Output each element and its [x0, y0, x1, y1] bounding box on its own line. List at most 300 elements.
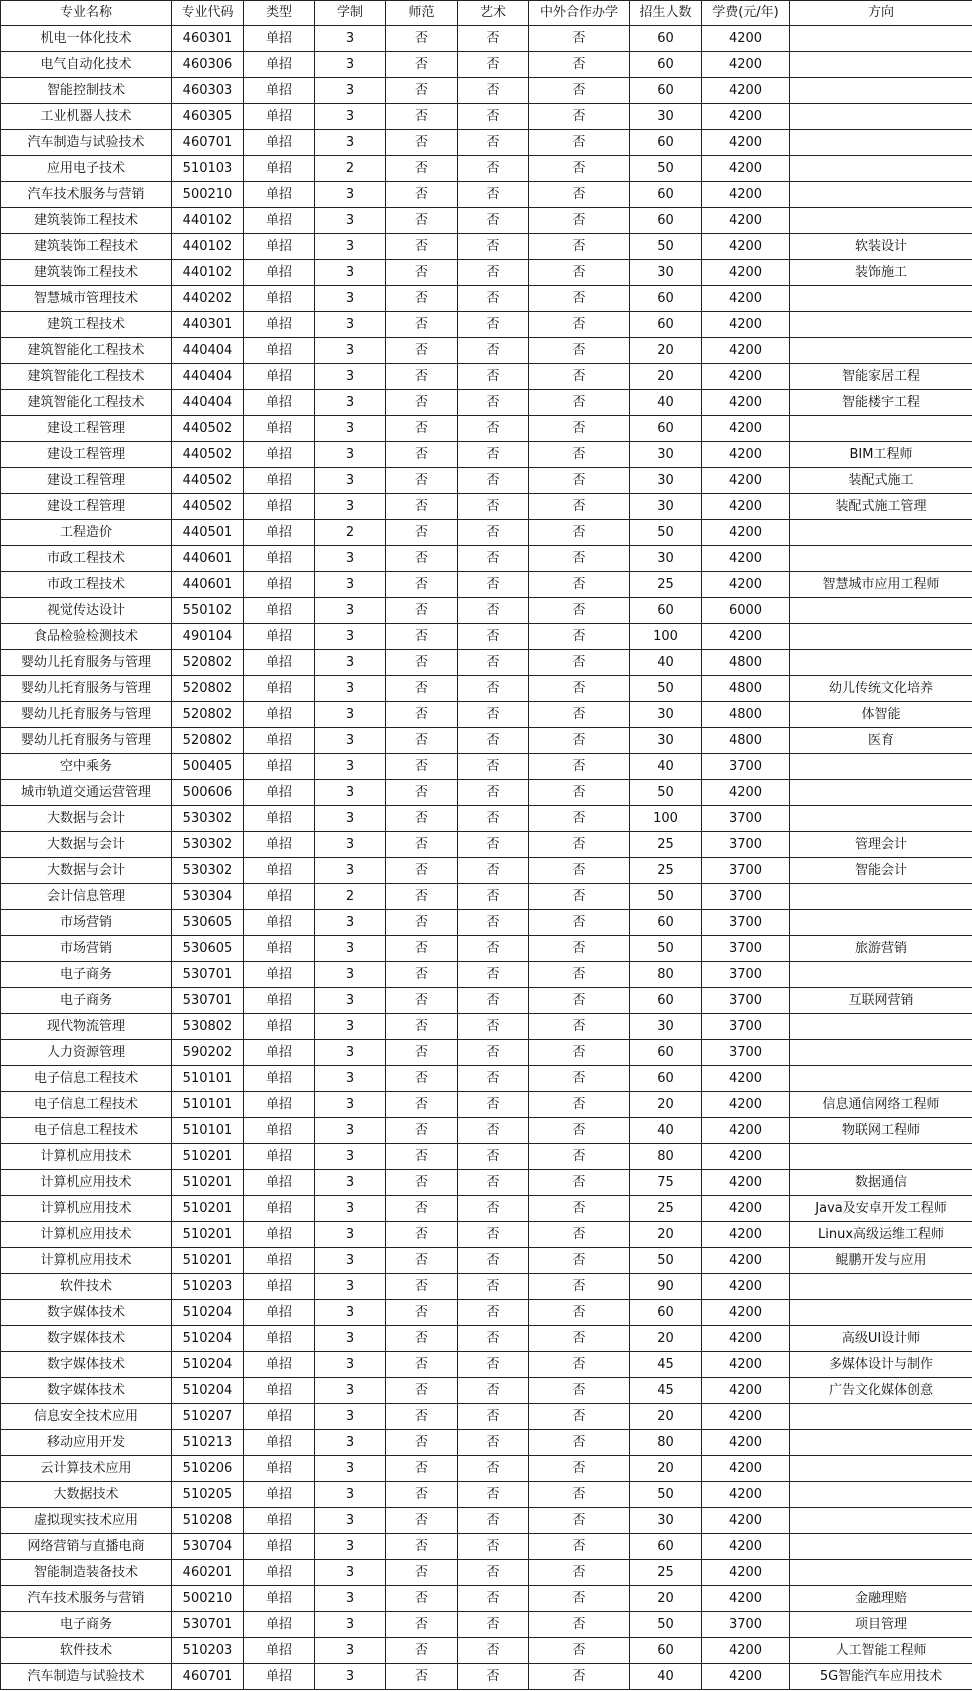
cell-duration: 3 — [315, 910, 386, 936]
cell-normal-school: 否 — [386, 754, 458, 780]
cell-enrollment: 50 — [630, 1482, 702, 1508]
header-duration: 学制 — [315, 1, 386, 26]
table-row — [1, 832, 972, 858]
cell-major-code: 510204 — [172, 1352, 244, 1378]
cell-duration: 3 — [315, 182, 386, 208]
cell-tuition: 4200 — [702, 1456, 790, 1482]
cell-normal-school: 否 — [386, 156, 458, 182]
cell-art: 否 — [458, 52, 529, 78]
cell-normal-school: 否 — [386, 1456, 458, 1482]
cell-duration: 3 — [315, 1664, 386, 1690]
table-row — [1, 676, 972, 702]
cell-enrollment: 60 — [630, 208, 702, 234]
cell-tuition: 4200 — [702, 260, 790, 286]
cell-major-name: 电子商务 — [1, 1612, 172, 1638]
cell-major-name: 智能控制技术 — [1, 78, 172, 104]
cell-normal-school: 否 — [386, 286, 458, 312]
table-row — [1, 780, 972, 806]
cell-enrollment: 25 — [630, 572, 702, 598]
cell-normal-school: 否 — [386, 416, 458, 442]
table-row — [1, 1430, 972, 1456]
cell-direction — [790, 104, 972, 130]
cell-type: 单招 — [244, 130, 315, 156]
cell-sino-foreign: 否 — [529, 442, 630, 468]
cell-art: 否 — [458, 286, 529, 312]
table-row — [1, 1352, 972, 1378]
cell-direction: Java及安卓开发工程师 — [790, 1196, 972, 1222]
cell-normal-school: 否 — [386, 1482, 458, 1508]
cell-direction — [790, 156, 972, 182]
cell-art: 否 — [458, 858, 529, 884]
cell-sino-foreign: 否 — [529, 26, 630, 52]
cell-enrollment: 30 — [630, 494, 702, 520]
table-row — [1, 728, 972, 754]
cell-sino-foreign: 否 — [529, 1170, 630, 1196]
cell-sino-foreign: 否 — [529, 962, 630, 988]
cell-major-name: 建设工程管理 — [1, 442, 172, 468]
cell-duration: 3 — [315, 832, 386, 858]
cell-type: 单招 — [244, 702, 315, 728]
cell-tuition: 3700 — [702, 910, 790, 936]
cell-type: 单招 — [244, 780, 315, 806]
cell-major-name: 数字媒体技术 — [1, 1378, 172, 1404]
cell-tuition: 4200 — [702, 338, 790, 364]
cell-sino-foreign: 否 — [529, 1378, 630, 1404]
cell-normal-school: 否 — [386, 1170, 458, 1196]
cell-tuition: 4200 — [702, 1144, 790, 1170]
cell-type: 单招 — [244, 1638, 315, 1664]
cell-direction — [790, 1066, 972, 1092]
cell-enrollment: 50 — [630, 1612, 702, 1638]
cell-type: 单招 — [244, 520, 315, 546]
cell-direction: 装饰施工 — [790, 260, 972, 286]
cell-major-code: 530704 — [172, 1534, 244, 1560]
cell-duration: 3 — [315, 234, 386, 260]
cell-duration: 3 — [315, 1612, 386, 1638]
cell-major-code: 440502 — [172, 468, 244, 494]
cell-duration: 2 — [315, 884, 386, 910]
cell-art: 否 — [458, 364, 529, 390]
table-row — [1, 1222, 972, 1248]
cell-normal-school: 否 — [386, 832, 458, 858]
cell-type: 单招 — [244, 546, 315, 572]
cell-major-name: 市政工程技术 — [1, 572, 172, 598]
cell-sino-foreign: 否 — [529, 910, 630, 936]
cell-duration: 3 — [315, 858, 386, 884]
cell-tuition: 4800 — [702, 650, 790, 676]
cell-normal-school: 否 — [386, 650, 458, 676]
cell-direction: 软装设计 — [790, 234, 972, 260]
cell-normal-school: 否 — [386, 1118, 458, 1144]
cell-normal-school: 否 — [386, 1326, 458, 1352]
cell-normal-school: 否 — [386, 1040, 458, 1066]
cell-normal-school: 否 — [386, 442, 458, 468]
cell-major-name: 现代物流管理 — [1, 1014, 172, 1040]
cell-duration: 3 — [315, 416, 386, 442]
cell-normal-school: 否 — [386, 208, 458, 234]
cell-duration: 3 — [315, 1508, 386, 1534]
cell-major-name: 汽车制造与试验技术 — [1, 130, 172, 156]
cell-major-code: 460303 — [172, 78, 244, 104]
cell-normal-school: 否 — [386, 468, 458, 494]
cell-tuition: 6000 — [702, 598, 790, 624]
cell-tuition: 4200 — [702, 546, 790, 572]
cell-major-name: 建筑装饰工程技术 — [1, 208, 172, 234]
cell-major-name: 市场营销 — [1, 936, 172, 962]
cell-major-name: 建筑智能化工程技术 — [1, 364, 172, 390]
cell-type: 单招 — [244, 364, 315, 390]
cell-major-name: 应用电子技术 — [1, 156, 172, 182]
table-row — [1, 1066, 972, 1092]
cell-direction — [790, 1534, 972, 1560]
table-row — [1, 208, 972, 234]
cell-tuition: 4200 — [702, 286, 790, 312]
cell-normal-school: 否 — [386, 1586, 458, 1612]
cell-tuition: 4200 — [702, 312, 790, 338]
cell-direction — [790, 286, 972, 312]
cell-major-code: 590202 — [172, 1040, 244, 1066]
table-row — [1, 884, 972, 910]
cell-normal-school: 否 — [386, 936, 458, 962]
cell-tuition: 4200 — [702, 624, 790, 650]
cell-duration: 3 — [315, 1092, 386, 1118]
cell-art: 否 — [458, 312, 529, 338]
cell-duration: 3 — [315, 1170, 386, 1196]
cell-major-code: 530605 — [172, 936, 244, 962]
cell-type: 单招 — [244, 26, 315, 52]
cell-sino-foreign: 否 — [529, 754, 630, 780]
cell-major-name: 机电一体化技术 — [1, 26, 172, 52]
cell-enrollment: 40 — [630, 1664, 702, 1690]
cell-sino-foreign: 否 — [529, 1014, 630, 1040]
table-row — [1, 1170, 972, 1196]
cell-normal-school: 否 — [386, 494, 458, 520]
cell-major-name: 智慧城市管理技术 — [1, 286, 172, 312]
cell-sino-foreign: 否 — [529, 364, 630, 390]
cell-major-name: 数字媒体技术 — [1, 1352, 172, 1378]
cell-direction: 装配式施工管理 — [790, 494, 972, 520]
cell-normal-school: 否 — [386, 988, 458, 1014]
cell-major-code: 530302 — [172, 832, 244, 858]
cell-enrollment: 45 — [630, 1352, 702, 1378]
cell-type: 单招 — [244, 858, 315, 884]
cell-tuition: 4200 — [702, 26, 790, 52]
cell-enrollment: 75 — [630, 1170, 702, 1196]
cell-major-code: 440404 — [172, 390, 244, 416]
table-row — [1, 572, 972, 598]
cell-direction — [790, 338, 972, 364]
cell-duration: 3 — [315, 1300, 386, 1326]
table-row — [1, 1534, 972, 1560]
table-row — [1, 1508, 972, 1534]
cell-normal-school: 否 — [386, 702, 458, 728]
cell-direction: 多媒体设计与制作 — [790, 1352, 972, 1378]
cell-enrollment: 50 — [630, 234, 702, 260]
cell-sino-foreign: 否 — [529, 1586, 630, 1612]
cell-major-code: 460201 — [172, 1560, 244, 1586]
cell-direction — [790, 1404, 972, 1430]
cell-enrollment: 20 — [630, 1222, 702, 1248]
cell-type: 单招 — [244, 1352, 315, 1378]
cell-tuition: 3700 — [702, 832, 790, 858]
cell-art: 否 — [458, 1560, 529, 1586]
cell-type: 单招 — [244, 468, 315, 494]
cell-art: 否 — [458, 650, 529, 676]
cell-sino-foreign: 否 — [529, 988, 630, 1014]
cell-art: 否 — [458, 1352, 529, 1378]
header-normal-school: 师范 — [386, 1, 458, 26]
cell-type: 单招 — [244, 52, 315, 78]
cell-major-name: 婴幼儿托育服务与管理 — [1, 650, 172, 676]
cell-sino-foreign: 否 — [529, 1300, 630, 1326]
cell-major-name: 食品检验检测技术 — [1, 624, 172, 650]
cell-major-name: 汽车制造与试验技术 — [1, 1664, 172, 1690]
cell-tuition: 4200 — [702, 78, 790, 104]
cell-normal-school: 否 — [386, 364, 458, 390]
cell-direction — [790, 1430, 972, 1456]
cell-major-name: 计算机应用技术 — [1, 1144, 172, 1170]
cell-sino-foreign: 否 — [529, 1508, 630, 1534]
cell-direction: 管理会计 — [790, 832, 972, 858]
cell-sino-foreign: 否 — [529, 1456, 630, 1482]
cell-enrollment: 20 — [630, 338, 702, 364]
cell-normal-school: 否 — [386, 130, 458, 156]
cell-type: 单招 — [244, 1274, 315, 1300]
cell-enrollment: 60 — [630, 312, 702, 338]
cell-tuition: 4800 — [702, 728, 790, 754]
table-row — [1, 1404, 972, 1430]
cell-enrollment: 50 — [630, 156, 702, 182]
cell-tuition: 3700 — [702, 988, 790, 1014]
cell-normal-school: 否 — [386, 520, 458, 546]
cell-major-name: 汽车技术服务与营销 — [1, 182, 172, 208]
cell-enrollment: 20 — [630, 1404, 702, 1430]
cell-sino-foreign: 否 — [529, 936, 630, 962]
cell-duration: 3 — [315, 1040, 386, 1066]
cell-major-name: 汽车技术服务与营销 — [1, 1586, 172, 1612]
cell-major-code: 440102 — [172, 234, 244, 260]
cell-direction: 鲲鹏开发与应用 — [790, 1248, 972, 1274]
cell-major-name: 电气自动化技术 — [1, 52, 172, 78]
cell-type: 单招 — [244, 338, 315, 364]
cell-direction — [790, 1456, 972, 1482]
cell-major-code: 510206 — [172, 1456, 244, 1482]
cell-major-code: 510203 — [172, 1638, 244, 1664]
cell-duration: 3 — [315, 52, 386, 78]
table-row — [1, 1300, 972, 1326]
cell-enrollment: 90 — [630, 1274, 702, 1300]
cell-major-name: 网络营销与直播电商 — [1, 1534, 172, 1560]
cell-tuition: 4200 — [702, 1508, 790, 1534]
cell-major-code: 520802 — [172, 676, 244, 702]
cell-normal-school: 否 — [386, 390, 458, 416]
cell-tuition: 4200 — [702, 130, 790, 156]
cell-tuition: 4200 — [702, 1274, 790, 1300]
cell-major-code: 510204 — [172, 1300, 244, 1326]
cell-duration: 3 — [315, 572, 386, 598]
cell-type: 单招 — [244, 182, 315, 208]
cell-duration: 3 — [315, 312, 386, 338]
cell-enrollment: 30 — [630, 546, 702, 572]
cell-direction: 高级UI设计师 — [790, 1326, 972, 1352]
cell-major-code: 440601 — [172, 572, 244, 598]
cell-enrollment: 30 — [630, 1508, 702, 1534]
cell-normal-school: 否 — [386, 1066, 458, 1092]
cell-normal-school: 否 — [386, 1274, 458, 1300]
cell-major-code: 530701 — [172, 962, 244, 988]
cell-major-code: 510203 — [172, 1274, 244, 1300]
cell-art: 否 — [458, 1144, 529, 1170]
table-row — [1, 1482, 972, 1508]
cell-major-name: 人力资源管理 — [1, 1040, 172, 1066]
cell-type: 单招 — [244, 728, 315, 754]
cell-major-code: 530302 — [172, 858, 244, 884]
table-row — [1, 1664, 972, 1690]
table-row — [1, 1248, 972, 1274]
cell-duration: 3 — [315, 1430, 386, 1456]
cell-type: 单招 — [244, 572, 315, 598]
cell-direction: 智能楼宇工程 — [790, 390, 972, 416]
cell-tuition: 4200 — [702, 416, 790, 442]
cell-art: 否 — [458, 884, 529, 910]
cell-art: 否 — [458, 1326, 529, 1352]
cell-direction: 信息通信网络工程师 — [790, 1092, 972, 1118]
cell-major-code: 500606 — [172, 780, 244, 806]
cell-tuition: 3700 — [702, 1612, 790, 1638]
cell-sino-foreign: 否 — [529, 52, 630, 78]
cell-major-name: 虚拟现实技术应用 — [1, 1508, 172, 1534]
cell-direction — [790, 598, 972, 624]
cell-sino-foreign: 否 — [529, 806, 630, 832]
cell-normal-school: 否 — [386, 1144, 458, 1170]
cell-art: 否 — [458, 832, 529, 858]
cell-enrollment: 20 — [630, 364, 702, 390]
cell-art: 否 — [458, 390, 529, 416]
cell-art: 否 — [458, 1586, 529, 1612]
cell-duration: 3 — [315, 1638, 386, 1664]
cell-type: 单招 — [244, 494, 315, 520]
cell-type: 单招 — [244, 1196, 315, 1222]
cell-duration: 3 — [315, 546, 386, 572]
cell-type: 单招 — [244, 1378, 315, 1404]
cell-duration: 3 — [315, 1482, 386, 1508]
cell-type: 单招 — [244, 1014, 315, 1040]
table-row — [1, 468, 972, 494]
cell-sino-foreign: 否 — [529, 832, 630, 858]
cell-tuition: 4200 — [702, 1118, 790, 1144]
cell-major-name: 移动应用开发 — [1, 1430, 172, 1456]
cell-art: 否 — [458, 1534, 529, 1560]
cell-duration: 3 — [315, 494, 386, 520]
cell-type: 单招 — [244, 676, 315, 702]
cell-major-code: 440102 — [172, 260, 244, 286]
cell-major-code: 440502 — [172, 442, 244, 468]
cell-major-name: 软件技术 — [1, 1638, 172, 1664]
cell-tuition: 4200 — [702, 1170, 790, 1196]
cell-normal-school: 否 — [386, 312, 458, 338]
cell-major-code: 500210 — [172, 1586, 244, 1612]
cell-duration: 3 — [315, 650, 386, 676]
cell-enrollment: 50 — [630, 884, 702, 910]
cell-tuition: 4200 — [702, 1560, 790, 1586]
cell-direction — [790, 1274, 972, 1300]
cell-enrollment: 60 — [630, 26, 702, 52]
table-row — [1, 234, 972, 260]
cell-type: 单招 — [244, 390, 315, 416]
cell-direction — [790, 52, 972, 78]
cell-type: 单招 — [244, 1664, 315, 1690]
cell-normal-school: 否 — [386, 1560, 458, 1586]
cell-type: 单招 — [244, 1222, 315, 1248]
table-row — [1, 1144, 972, 1170]
table-row — [1, 416, 972, 442]
cell-duration: 3 — [315, 1144, 386, 1170]
cell-major-code: 440404 — [172, 338, 244, 364]
cell-art: 否 — [458, 520, 529, 546]
cell-sino-foreign: 否 — [529, 1612, 630, 1638]
cell-duration: 3 — [315, 130, 386, 156]
cell-major-name: 大数据与会计 — [1, 858, 172, 884]
table-row — [1, 1378, 972, 1404]
cell-major-name: 计算机应用技术 — [1, 1248, 172, 1274]
cell-duration: 2 — [315, 520, 386, 546]
table-row — [1, 1274, 972, 1300]
cell-sino-foreign: 否 — [529, 624, 630, 650]
cell-enrollment: 50 — [630, 936, 702, 962]
cell-normal-school: 否 — [386, 1222, 458, 1248]
cell-major-code: 510103 — [172, 156, 244, 182]
cell-duration: 3 — [315, 806, 386, 832]
cell-enrollment: 30 — [630, 702, 702, 728]
cell-art: 否 — [458, 442, 529, 468]
cell-tuition: 4200 — [702, 1222, 790, 1248]
cell-enrollment: 25 — [630, 832, 702, 858]
cell-direction: 金融理赔 — [790, 1586, 972, 1612]
cell-art: 否 — [458, 1612, 529, 1638]
cell-major-name: 数字媒体技术 — [1, 1326, 172, 1352]
cell-enrollment: 30 — [630, 468, 702, 494]
cell-enrollment: 30 — [630, 260, 702, 286]
table-row — [1, 312, 972, 338]
cell-major-name: 信息安全技术应用 — [1, 1404, 172, 1430]
cell-direction: 物联网工程师 — [790, 1118, 972, 1144]
cell-enrollment: 80 — [630, 1144, 702, 1170]
cell-sino-foreign: 否 — [529, 546, 630, 572]
cell-enrollment: 100 — [630, 624, 702, 650]
cell-major-name: 婴幼儿托育服务与管理 — [1, 728, 172, 754]
cell-sino-foreign: 否 — [529, 78, 630, 104]
cell-type: 单招 — [244, 1482, 315, 1508]
cell-tuition: 4200 — [702, 1300, 790, 1326]
cell-normal-school: 否 — [386, 1534, 458, 1560]
cell-major-name: 建设工程管理 — [1, 494, 172, 520]
table-row — [1, 546, 972, 572]
cell-major-name: 建筑智能化工程技术 — [1, 338, 172, 364]
cell-art: 否 — [458, 1378, 529, 1404]
table-row — [1, 26, 972, 52]
cell-tuition: 4200 — [702, 442, 790, 468]
cell-sino-foreign: 否 — [529, 884, 630, 910]
cell-direction — [790, 546, 972, 572]
cell-sino-foreign: 否 — [529, 1482, 630, 1508]
cell-sino-foreign: 否 — [529, 286, 630, 312]
table-row — [1, 78, 972, 104]
cell-enrollment: 60 — [630, 78, 702, 104]
cell-major-code: 510101 — [172, 1092, 244, 1118]
cell-type: 单招 — [244, 1092, 315, 1118]
cell-duration: 3 — [315, 1274, 386, 1300]
cell-duration: 3 — [315, 962, 386, 988]
